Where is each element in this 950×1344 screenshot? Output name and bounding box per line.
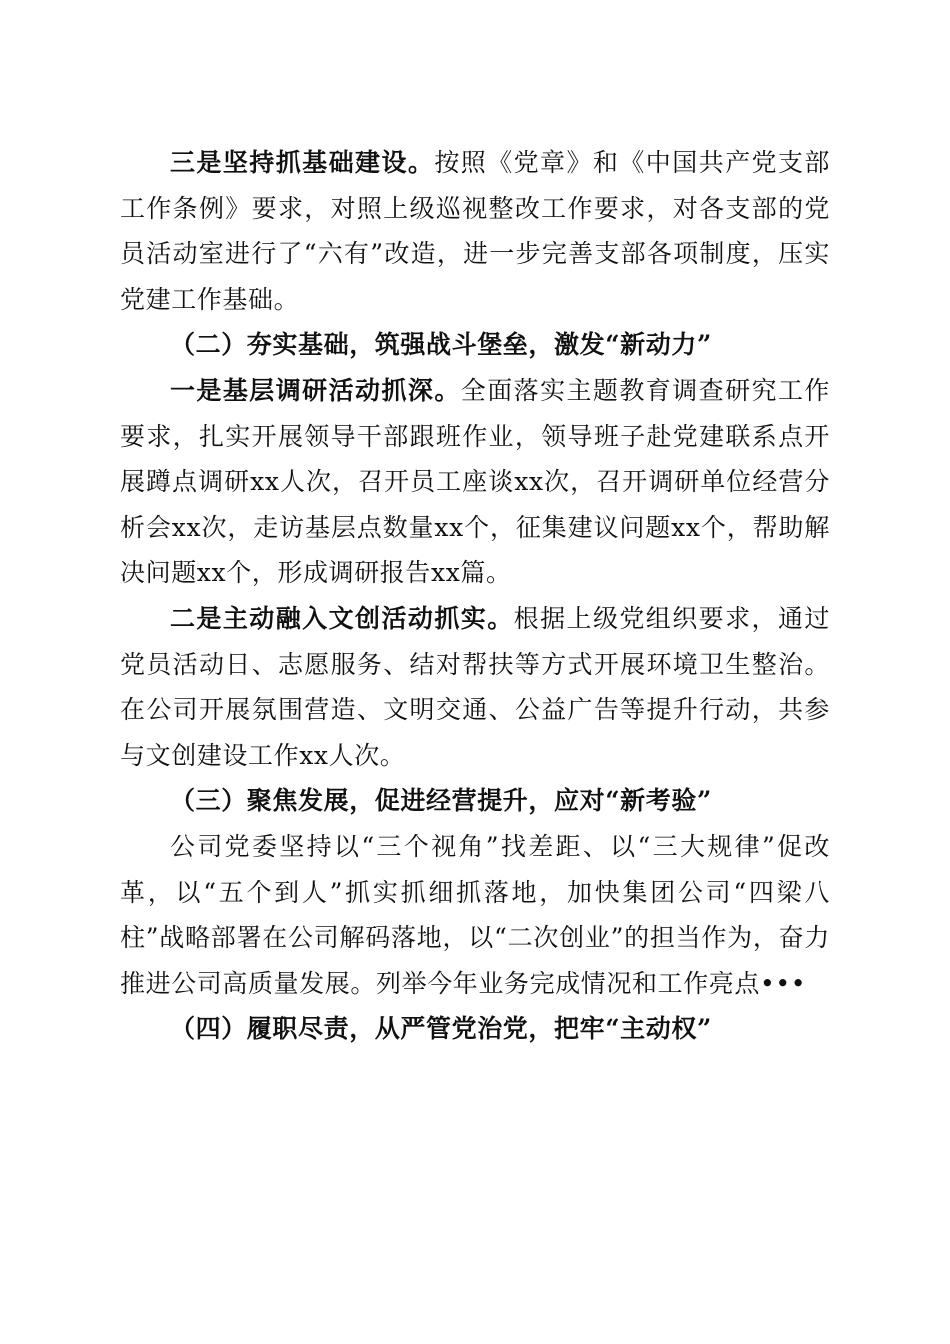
section-heading-3: （三）聚焦发展，促进经营提升，应对“新考验” <box>170 786 712 816</box>
paragraph-lead: 三是坚持抓基础建设。 <box>170 148 435 177</box>
paragraph-lead: 二是主动融入文创活动抓实。 <box>170 603 514 633</box>
paragraph-grassroots-research <box>120 368 830 596</box>
paragraph-cultural-creation <box>120 596 830 778</box>
paragraph-text: 公司党委坚持以“三个视角”找差距、以“三大规律”促改革，以“五个到人”抓实抓细抓落地，加快集团公司“四梁八柱”战略部署在公司解码落地，以“二次创业”的担当作为，奋力推进公司高质量发展。列举今年业务完成情况和工作亮点••• <box>120 831 830 998</box>
section-heading-2: （二）夯实基础，筑强战斗堡垒，激发“新动力” <box>170 330 712 360</box>
section-heading-4: （四）履职尽责，从严管党治党，把牢“主动权” <box>170 1014 712 1044</box>
paragraph-development <box>120 824 830 1006</box>
paragraph-text: 全面落实主题教育调查研究工作要求，扎实开展领导干部跟班作业，领导班子赴党建联系点开展蹲点调研xx人次，召开员工座谈xx次，召开调研单位经营分析会xx次，走访基层点数量xx个，征集建议问题xx个，帮助解决问题xx个，形成调研报告xx篇。 <box>120 375 830 588</box>
paragraph-text: 按照《党章》和《中国共产党支部工作条例》要求，对照上级巡视整改工作要求，对各支部的党员活动室进行了“六有”改造，进一步完善支部各项制度，压实党建工作基础。 <box>120 148 830 314</box>
paragraph-lead: 一是基层调研活动抓深。 <box>170 375 461 405</box>
paragraph-text: 根据上级党组织要求，通过党员活动日、志愿服务、结对帮扶等方式开展环境卫生整治。在公司开展氛围营造、文明交通、公益广告等提升行动，共参与文创建设工作xx人次。 <box>120 603 831 770</box>
document-body <box>120 140 830 1052</box>
paragraph-foundation-building <box>120 140 830 322</box>
